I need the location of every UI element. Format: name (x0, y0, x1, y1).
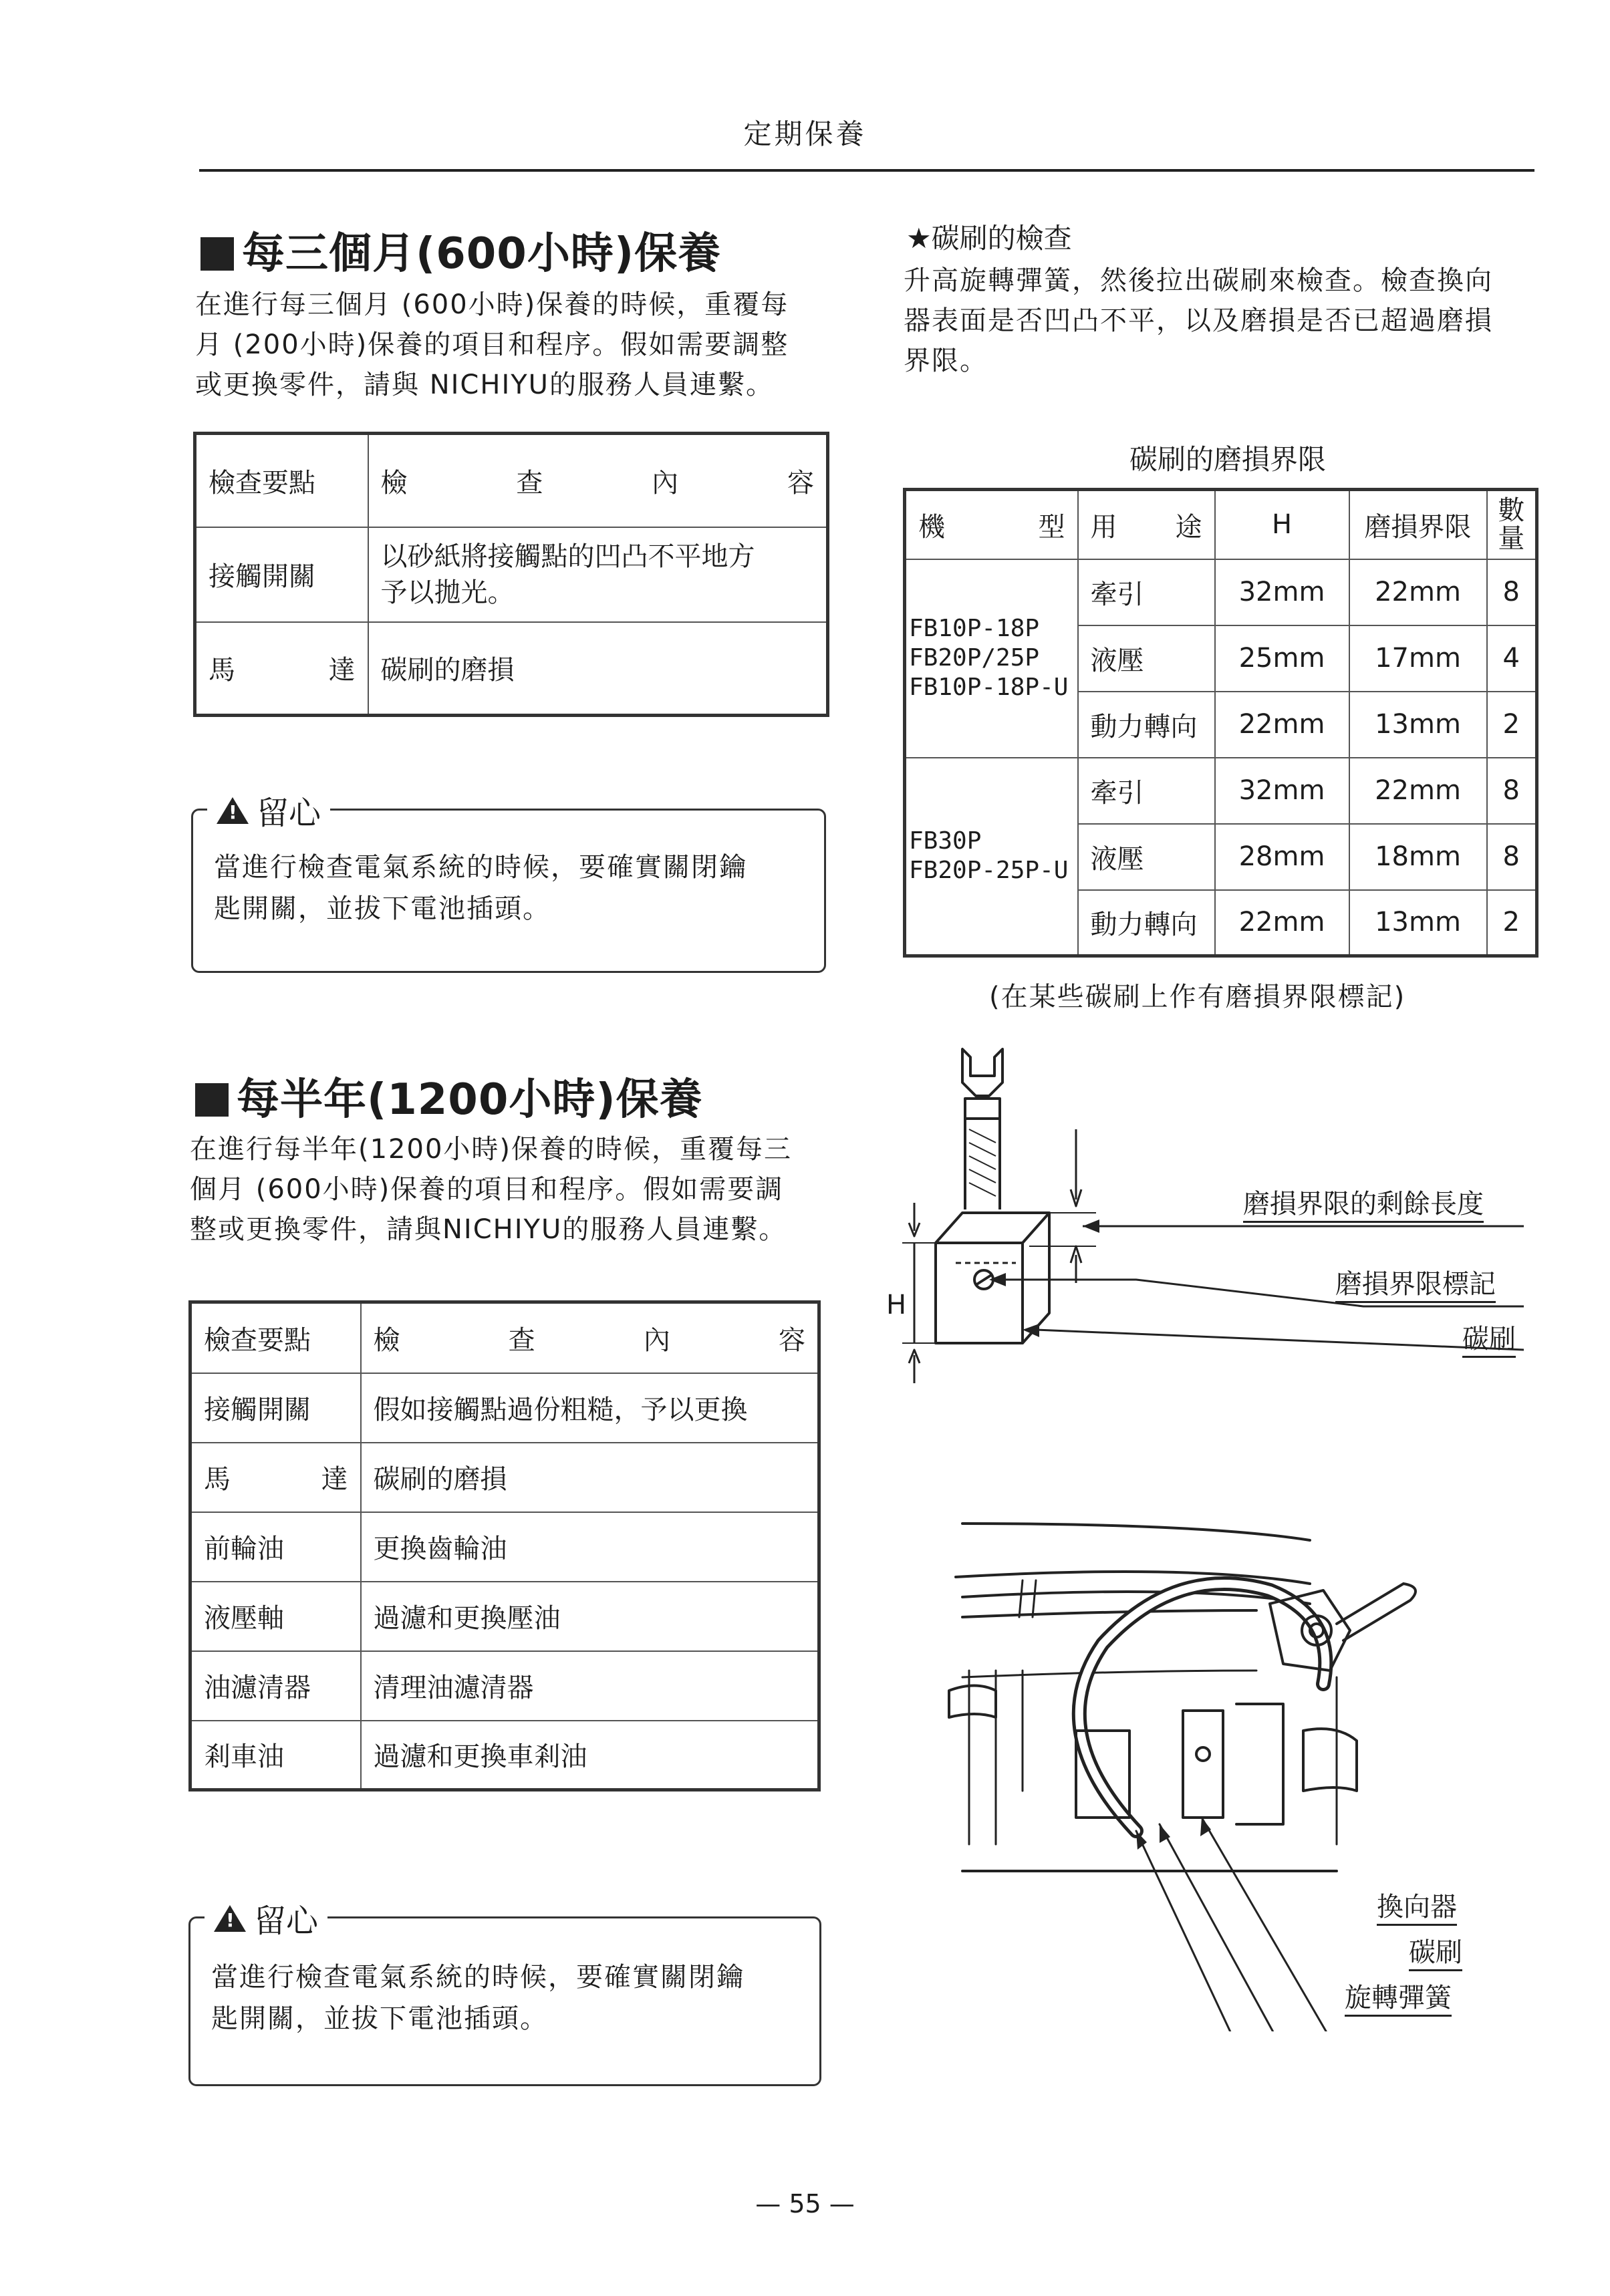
row-point: 前輪油 (190, 1512, 361, 1582)
section1-title-text: 每三個月(600小時)保養 (242, 229, 722, 279)
header-use-char: 途 (1175, 511, 1202, 543)
row-limit: 22mm (1349, 758, 1487, 824)
header-qty: 數 量 (1487, 490, 1537, 559)
header-content-char: 檢 (373, 1324, 400, 1356)
row-h: 25mm (1215, 625, 1349, 692)
brush-check-heading: ★碳刷的檢查 (906, 222, 1072, 255)
table-row (190, 1651, 819, 1721)
header-content-char: 內 (643, 1324, 670, 1356)
row-limit: 13mm (1349, 890, 1487, 956)
row-content: 碳刷的磨損 (368, 622, 828, 716)
row-content: 過濾和更換壓油 (361, 1582, 819, 1651)
page-number: — 55 — (755, 2189, 855, 2218)
header-point: 檢查要點 (195, 434, 368, 527)
row-limit: 13mm (1349, 692, 1487, 758)
label-wear-mark: 磨損界限標記 (1335, 1263, 1496, 1303)
table-row (905, 559, 1537, 625)
table-row (190, 1582, 819, 1651)
leader-arrowhead (1083, 1219, 1099, 1233)
row-point (195, 622, 368, 716)
row-limit: 18mm (1349, 824, 1487, 890)
row-use: 牽引 (1078, 758, 1215, 824)
remaining-extension-lines (1029, 1213, 1096, 1246)
header-content-char: 查 (516, 467, 543, 498)
remaining-bottom-arrow (1071, 1246, 1081, 1283)
wire-braid-texture (969, 1129, 996, 1196)
row-limit: 17mm (1349, 625, 1487, 692)
row-use: 液壓 (1078, 625, 1215, 692)
leader-brush (1160, 1824, 1277, 2031)
header-content-char: 檢 (380, 467, 408, 498)
holder-plate (1236, 1704, 1283, 1824)
commutator-edge (962, 1671, 1256, 1677)
row-content: 更換齒輪油 (361, 1512, 819, 1582)
row-qty: 4 (1487, 625, 1537, 692)
row-point: 油濾清器 (190, 1651, 361, 1721)
leader-commutator (1202, 1818, 1330, 2031)
header-content (361, 1302, 819, 1373)
remaining-top-arrow (1071, 1129, 1081, 1206)
row-use: 液壓 (1078, 824, 1215, 890)
warning-triangle-icon (217, 797, 249, 824)
caution-title-text: 留心 (257, 795, 321, 832)
table-row (195, 527, 828, 622)
header-rule (199, 169, 1534, 172)
table-header-row (905, 490, 1537, 559)
table-row (190, 1721, 819, 1790)
table-header-row (190, 1302, 819, 1373)
commutator-edge (962, 1610, 1256, 1617)
header-use-char: 用 (1090, 511, 1117, 543)
row-use: 動力轉向 (1078, 692, 1215, 758)
header-content-char: 容 (778, 1324, 805, 1356)
section1-title (200, 219, 721, 281)
label-h: H (886, 1290, 907, 1320)
row-h: 32mm (1215, 559, 1349, 625)
row-point: 剎車油 (190, 1721, 361, 1790)
table-header-row (195, 434, 828, 527)
row-content: 以砂紙將接觸點的凹凸不平地方 予以拋光。 (368, 527, 828, 622)
row-model: FB10P-18P FB20P/25P FB10P-18P-U (905, 559, 1078, 758)
row-point: 液壓軸 (190, 1582, 361, 1651)
leader-brush (1036, 1330, 1524, 1350)
rotating-spring (1079, 1584, 1326, 1831)
row-content: 碳刷的磨損 (361, 1443, 819, 1512)
wire-crimp (965, 1099, 1000, 1119)
label-spring: 旋轉彈簧 (1345, 1977, 1452, 2017)
row-point-char: 馬 (204, 1464, 231, 1495)
row-h: 22mm (1215, 692, 1349, 758)
header-limit: 磨損界限 (1349, 490, 1487, 559)
housing-top-curve (962, 1524, 1310, 1540)
row-point-char: 達 (321, 1464, 348, 1495)
brush-table-caption: 碳刷的磨損界限 (1129, 443, 1326, 476)
caution-text-1: 當進行檢查電氣系統的時候，要確實關閉鑰 匙開關，並拔下電池插頭。 (214, 852, 747, 924)
terminal-lug (962, 1049, 1002, 1096)
row-qty: 8 (1487, 758, 1537, 824)
leader-spring (1136, 1831, 1236, 2031)
row-use: 動力轉向 (1078, 890, 1215, 956)
header-content-char: 內 (652, 467, 679, 498)
square-bullet-icon (195, 1083, 229, 1117)
brush-block (1183, 1711, 1223, 1818)
brush-block-side (1023, 1213, 1049, 1343)
row-point-char: 達 (328, 655, 356, 686)
brush-check-paragraph: 升高旋轉彈簧，然後拉出碳刷來檢查。檢查換向 器表面是否凹凸不平，以及磨損是否已超過磨損 界限。 (904, 265, 1493, 376)
header-point: 檢查要點 (190, 1302, 361, 1373)
spring-clip (949, 1686, 996, 1718)
caution-title-1 (207, 787, 330, 833)
h-top-arrow (909, 1203, 920, 1236)
row-qty: 8 (1487, 559, 1537, 625)
section1-table (193, 432, 829, 717)
header-content-char: 容 (787, 467, 814, 498)
page-header-title: 定期保養 (743, 118, 867, 150)
table-row (190, 1512, 819, 1582)
label-brush: 碳刷 (1462, 1318, 1516, 1358)
header-use (1078, 490, 1215, 559)
caution-title-2 (205, 1895, 327, 1941)
header-model-char: 機 (918, 511, 945, 543)
housing-rib (1019, 1580, 1036, 1617)
caution-title-text: 留心 (254, 1902, 319, 1940)
section2-title-text: 每半年(1200小時)保養 (237, 1075, 703, 1125)
brush-block-top (936, 1213, 1049, 1243)
header-content-char: 查 (508, 1324, 535, 1356)
row-qty: 2 (1487, 890, 1537, 956)
row-content: 假如接觸點過份粗糙，予以更換 (361, 1373, 819, 1443)
h-extension-lines (902, 1243, 936, 1343)
header-model-char: 型 (1038, 511, 1065, 543)
table-row (190, 1443, 819, 1512)
section1-paragraph: 在進行每三個月 (600小時)保養的時候，重覆每 月 (200小時)保養的項目和程序。假如需要調整 或更換零件，請與 NICHIYU的服務人員連繫。 (195, 289, 789, 400)
row-point: 接觸開關 (195, 527, 368, 622)
label-remaining-length: 磨損界限的剩餘長度 (1243, 1183, 1484, 1223)
side-clip (1303, 1729, 1357, 1791)
row-limit: 22mm (1349, 559, 1487, 625)
row-content: 清理油濾清器 (361, 1651, 819, 1721)
section2-title (195, 1065, 703, 1127)
row-model: FB30P FB20P-25P-U (905, 758, 1078, 956)
header-model (905, 490, 1078, 559)
table-row (195, 622, 828, 716)
row-content: 過濾和更換車剎油 (361, 1721, 819, 1790)
brush-block-front (936, 1243, 1023, 1343)
brush-table-note: (在某些碳刷上作有磨損界限標記) (989, 982, 1406, 1012)
row-qty: 2 (1487, 692, 1537, 758)
row-h: 22mm (1215, 890, 1349, 956)
brush-wear-diagram (882, 1042, 1551, 1417)
row-use: 牽引 (1078, 559, 1215, 625)
warning-triangle-icon (214, 1905, 246, 1932)
row-point: 接觸開關 (190, 1373, 361, 1443)
leader-arrowhead (1200, 1818, 1211, 1836)
row-h: 32mm (1215, 758, 1349, 824)
label-brush-2: 碳刷 (1409, 1931, 1462, 1971)
row-point-char: 馬 (209, 655, 235, 686)
label-commutator: 換向器 (1377, 1886, 1457, 1926)
header-content (368, 434, 828, 527)
section2-paragraph: 在進行每半年(1200小時)保養的時候，重覆每三 個月 (600小時)保養的項目和程序。假如需要調 整或更換零件，請與NICHIYU的服務人員連繫。 (190, 1134, 793, 1245)
caution-text-2: 當進行檢查電氣系統的時候，要確實關閉鑰 匙開關，並拔下電池插頭。 (211, 1962, 745, 2034)
row-h: 28mm (1215, 824, 1349, 890)
brush-wear-table (903, 488, 1538, 958)
section2-table (188, 1300, 821, 1791)
h-bottom-arrow (909, 1350, 920, 1383)
row-point (190, 1443, 361, 1512)
square-bullet-icon (200, 237, 234, 271)
header-h: H (1215, 490, 1349, 559)
row-qty: 8 (1487, 824, 1537, 890)
holder-rivet (1196, 1747, 1210, 1761)
table-row (190, 1373, 819, 1443)
table-row (905, 758, 1537, 824)
